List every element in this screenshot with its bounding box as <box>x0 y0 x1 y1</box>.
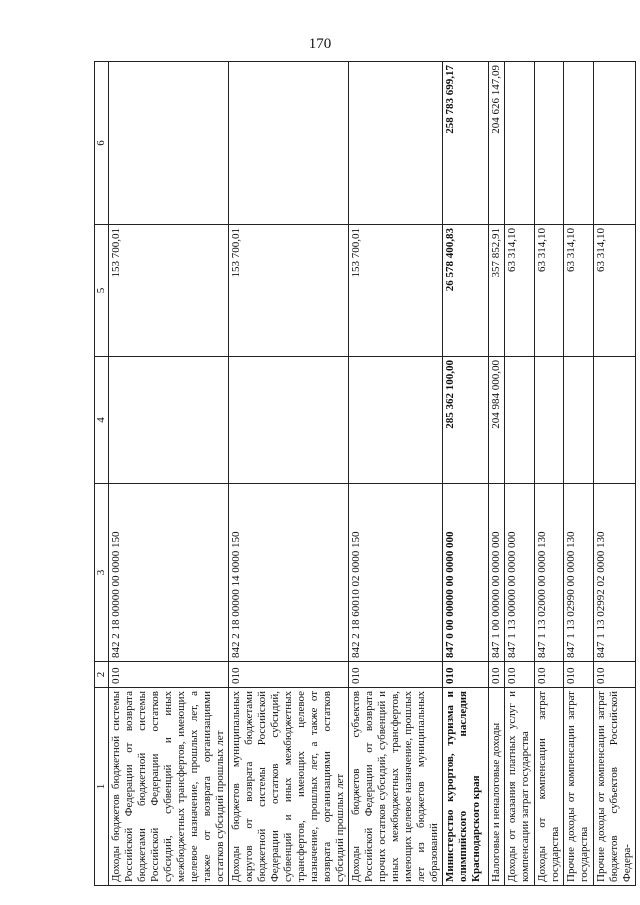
row-budget-code: 842 2 18 00000 14 0000 150 <box>229 484 349 662</box>
table-row <box>229 62 349 886</box>
row-unexecuted <box>505 62 535 225</box>
row-unexecuted: 258 783 699,17 <box>443 62 489 225</box>
row-approved <box>505 357 535 484</box>
row-approved <box>109 357 229 484</box>
row-line-code: 010 <box>109 662 229 688</box>
row-approved <box>229 357 349 484</box>
row-executed: 153 700,01 <box>109 225 229 357</box>
table-row <box>505 62 535 886</box>
row-line-code: 010 <box>594 662 636 688</box>
row-name: Налоговые и неналоговые доходы <box>489 688 505 886</box>
row-approved: 204 984 000,00 <box>489 357 505 484</box>
column-header: 3 <box>95 484 109 662</box>
table-row <box>489 62 505 886</box>
row-name: Доходы от оказания платных услуг и компенсации затрат государства <box>505 688 535 886</box>
row-name: Доходы от компенсации затрат государства <box>535 688 564 886</box>
page-number: 170 <box>308 36 332 52</box>
column-header: 2 <box>95 662 109 688</box>
column-header: 4 <box>95 357 109 484</box>
row-budget-code: 847 1 13 00000 00 0000 000 <box>505 484 535 662</box>
row-unexecuted <box>109 62 229 225</box>
row-approved <box>349 357 443 484</box>
row-budget-code: 847 1 00 00000 00 0000 000 <box>489 484 505 662</box>
row-budget-code: 847 1 13 02000 00 0000 130 <box>535 484 564 662</box>
row-unexecuted <box>564 62 594 225</box>
table-row <box>535 62 564 886</box>
row-unexecuted: 204 626 147,09 <box>489 62 505 225</box>
table-row <box>349 62 443 886</box>
row-line-code: 010 <box>535 662 564 688</box>
row-name: Доходы бюджетов субъектов Российской Федерации от возврата прочих остатков субсидий, субвенций и иных межбюджетных трансфертов, имеющих целевое назначение, прошлых лет из бюджетов муниципальных образований <box>349 688 443 886</box>
row-approved <box>594 357 636 484</box>
column-header: 5 <box>95 225 109 357</box>
row-executed: 153 700,01 <box>229 225 349 357</box>
row-unexecuted <box>594 62 636 225</box>
row-budget-code: 847 0 00 00000 00 0000 000 <box>443 484 489 662</box>
row-executed: 63 314,10 <box>535 225 564 357</box>
row-executed: 357 852,91 <box>489 225 505 357</box>
row-unexecuted <box>229 62 349 225</box>
row-approved <box>535 357 564 484</box>
row-budget-code: 842 2 18 60010 02 0000 150 <box>349 484 443 662</box>
column-header: 1 <box>95 688 109 886</box>
row-unexecuted <box>535 62 564 225</box>
row-line-code: 010 <box>505 662 535 688</box>
row-name: Прочие доходы от компенсации затрат бюджетов субъектов Российской Федера- <box>594 688 636 886</box>
row-approved: 285 362 100,00 <box>443 357 489 484</box>
column-header: 6 <box>95 62 109 225</box>
row-line-code: 010 <box>443 662 489 688</box>
table-row <box>564 62 594 886</box>
table-row <box>594 62 636 886</box>
row-budget-code: 847 1 13 02990 00 0000 130 <box>564 484 594 662</box>
rotated-table-container <box>94 62 633 886</box>
row-line-code: 010 <box>489 662 505 688</box>
row-line-code: 010 <box>349 662 443 688</box>
table-header-row <box>95 62 109 886</box>
row-executed: 63 314,10 <box>564 225 594 357</box>
row-executed: 63 314,10 <box>594 225 636 357</box>
row-approved <box>564 357 594 484</box>
row-executed: 153 700,01 <box>349 225 443 357</box>
row-name: Прочие доходы от компенсации затрат государства <box>564 688 594 886</box>
table-row <box>443 62 489 886</box>
row-line-code: 010 <box>229 662 349 688</box>
row-line-code: 010 <box>564 662 594 688</box>
table-row <box>109 62 229 886</box>
row-name: Доходы бюджетов бюджетной системы Российской Федерации от возврата бюджетами бюджетной системы Российской Федерации остатков субсидий, субвенций и иных межбюджетных трансфертов, имеющих целевое назначение, прошлых лет, а также от возврата организациями остатков субсидий прошлых лет <box>109 688 229 886</box>
row-name: Министерство курортов, туризма и олимпийского наследия Краснодарского края <box>443 688 489 886</box>
row-executed: 26 578 400,83 <box>443 225 489 357</box>
row-budget-code: 847 1 13 02992 02 0000 130 <box>594 484 636 662</box>
row-unexecuted <box>349 62 443 225</box>
row-name: Доходы бюджетов муниципальных округов от возврата бюджетами бюджетной системы Российской Федерации остатков субсидий, субвенций и иных межбюджетных трансфертов, имеющих целевое назначение, прошлых лет, а также от возврата организациями остатков субсидий прошлых лет <box>229 688 349 886</box>
revenue-table <box>94 61 636 886</box>
row-executed: 63 314,10 <box>505 225 535 357</box>
row-budget-code: 842 2 18 00000 00 0000 150 <box>109 484 229 662</box>
